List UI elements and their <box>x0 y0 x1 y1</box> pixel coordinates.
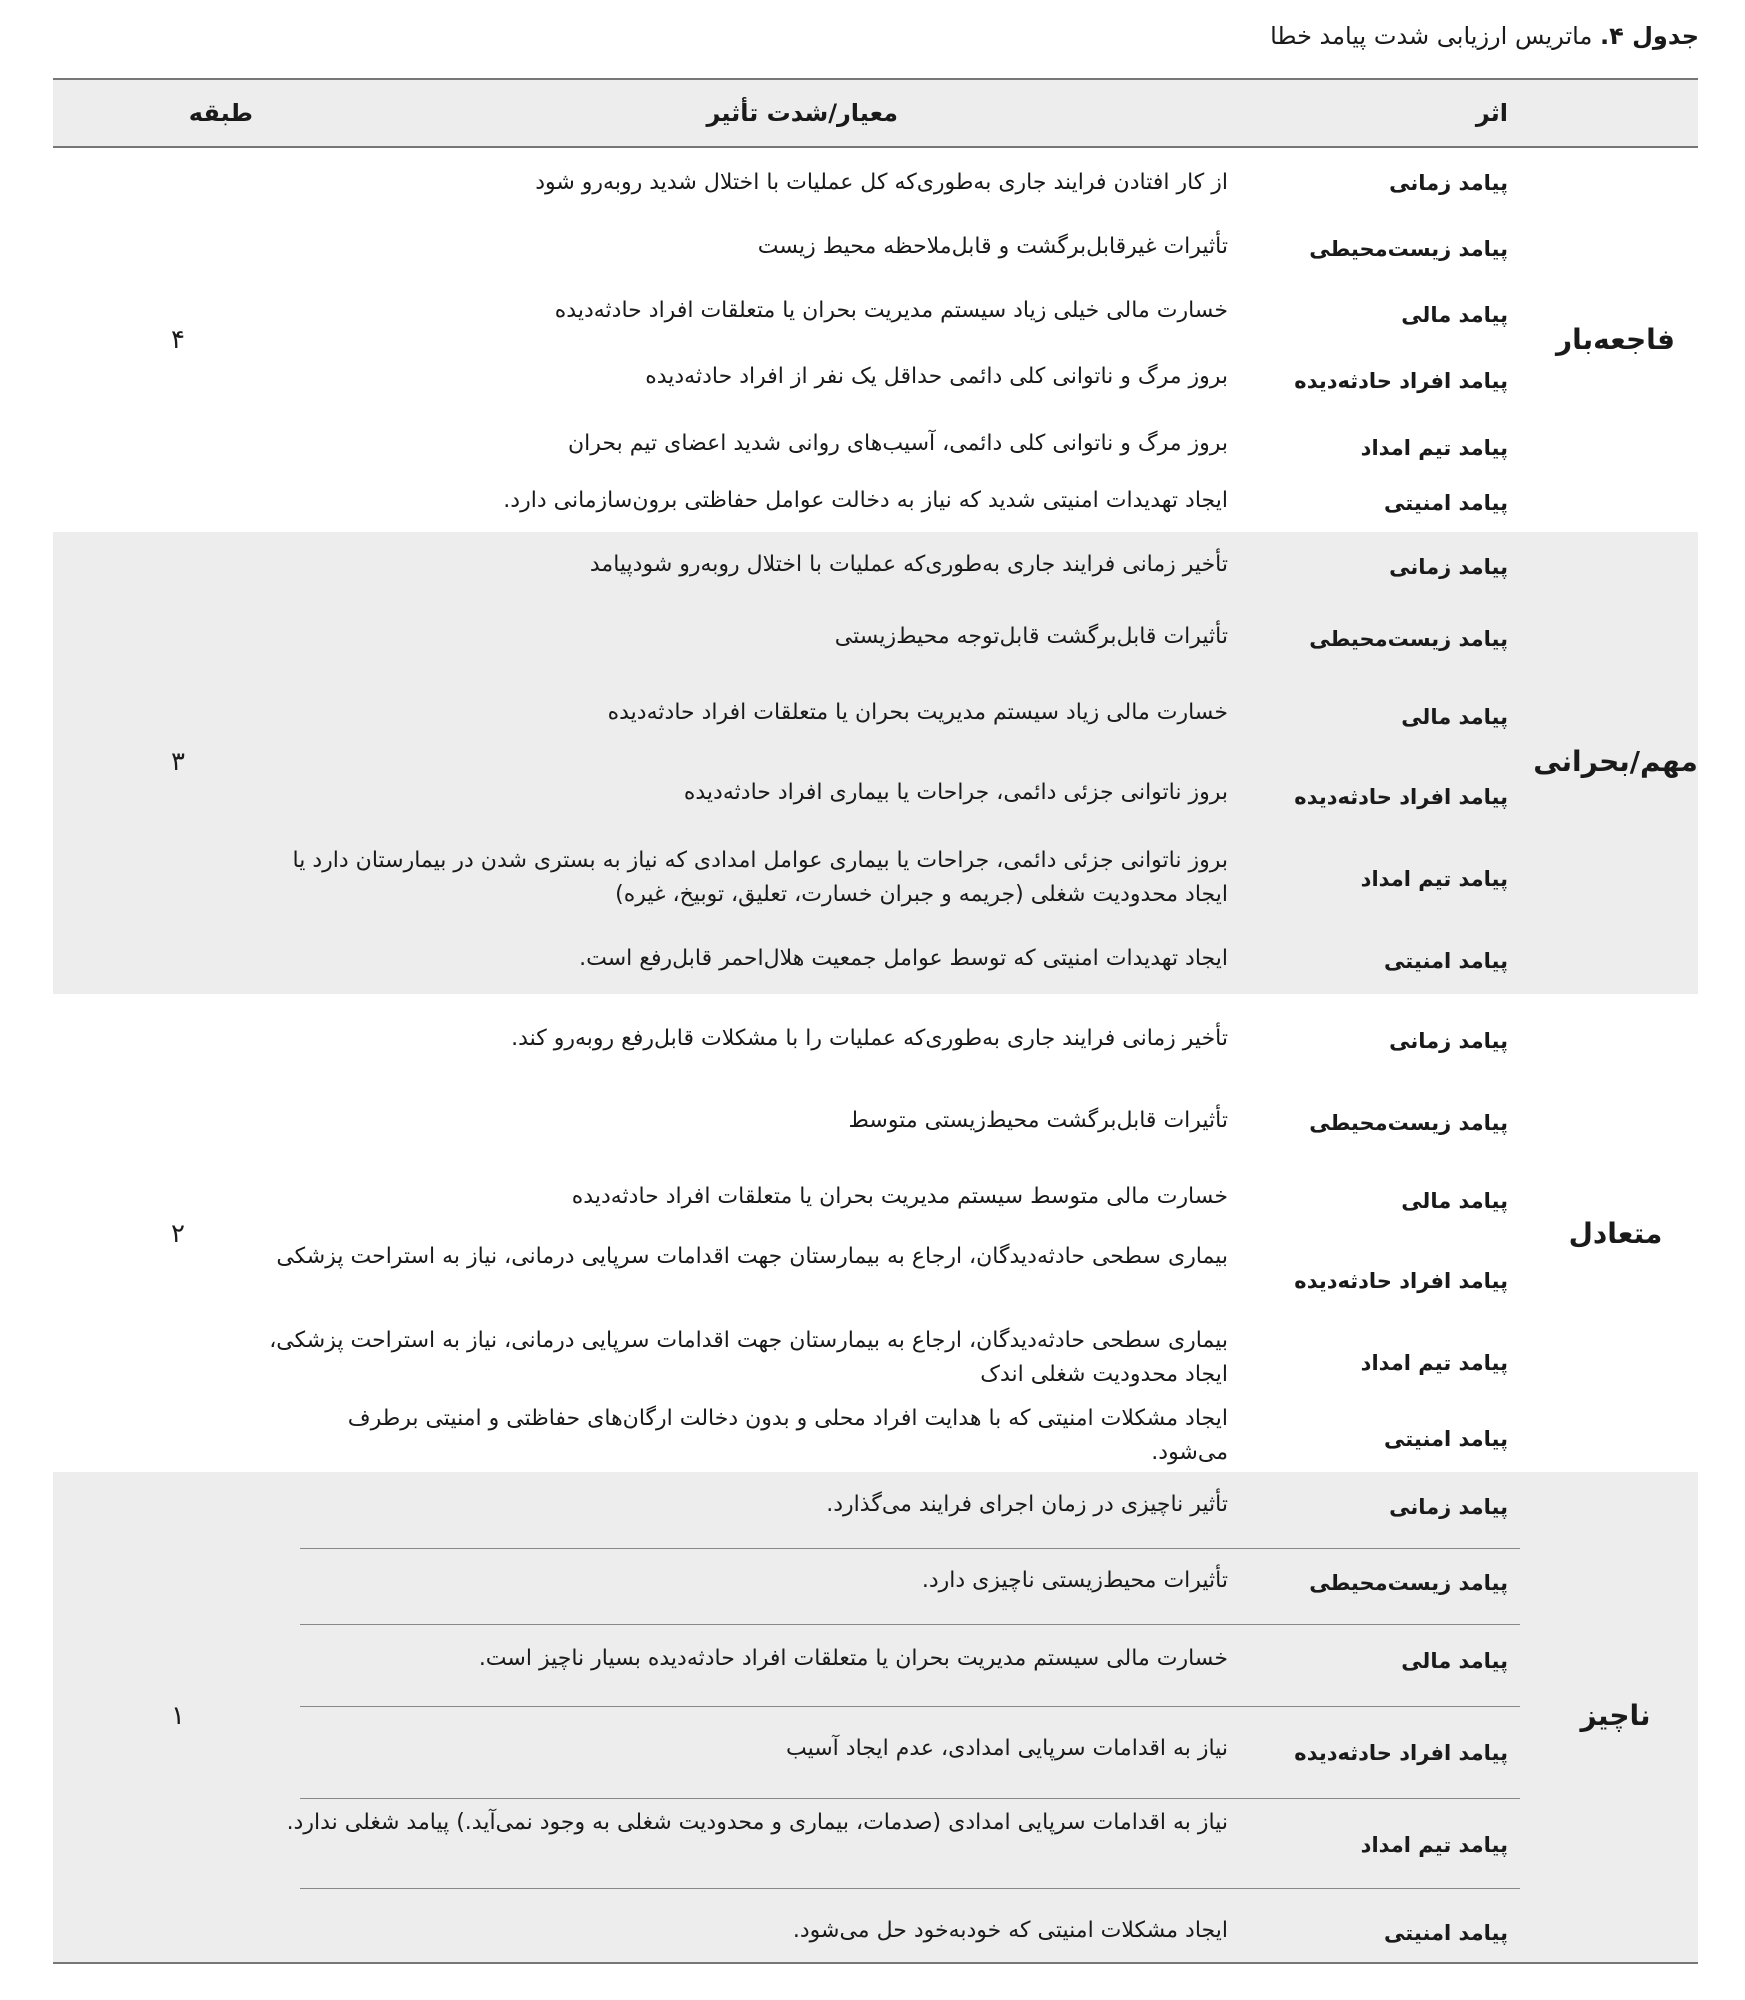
row-divider <box>300 1548 1520 1549</box>
row-divider <box>300 1706 1520 1707</box>
criteria-text: بروز مرگ و ناتوانی کلی دائمی حداقل یک نفر از افراد حادثه‌دیده <box>645 364 1228 389</box>
criteria-text: ایجاد تهدیدات امنیتی شدید که نیاز به دخالت عوامل حفاظتی برون‌سازمانی دارد. <box>503 488 1228 513</box>
header-class: طبقه <box>188 99 253 127</box>
criteria-text: تأثیر ناچیزی در زمان اجرای فرایند می‌گذارد. <box>826 1492 1228 1517</box>
effect-label: پیامد افراد حادثه‌دیده <box>1294 1741 1508 1765</box>
effect-label: پیامد افراد حادثه‌دیده <box>1294 1269 1508 1293</box>
caption-title: ماتریس ارزیابی شدت پیامد خطا <box>1270 22 1593 50</box>
effect-label: پیامد مالی <box>1401 1649 1508 1673</box>
level-group-moderate <box>53 994 1698 1472</box>
level-class: ۲ <box>171 1219 185 1249</box>
effect-label: پیامد امنیتی <box>1384 1921 1508 1945</box>
criteria-text: تأثیرات محیط‌زیستی ناچیزی دارد. <box>921 1568 1228 1593</box>
effect-label: پیامد تیم امداد <box>1360 436 1508 460</box>
effect-label: پیامد امنیتی <box>1384 949 1508 973</box>
criteria-text: خسارت مالی سیستم مدیریت بحران یا متعلقات افراد حادثه‌دیده بسیار ناچیز است. <box>478 1646 1228 1671</box>
criteria-text: نیاز به اقدامات سرپایی امدادی (صدمات، بیماری و محدودیت شغلی به وجود نمی‌آید.) پیامد شغلی ندارد. <box>286 1810 1228 1835</box>
effect-label: پیامد زیست‌محیطی <box>1309 1111 1508 1135</box>
criteria-text: نیاز به اقدامات سرپایی امدادی، عدم ایجاد آسیب <box>786 1736 1228 1761</box>
effect-label: پیامد امنیتی <box>1384 491 1508 515</box>
effect-label: پیامد زیست‌محیطی <box>1309 1571 1508 1595</box>
effect-label: پیامد مالی <box>1401 1189 1508 1213</box>
level-class: ۴ <box>171 325 185 355</box>
level-name: متعادل <box>1568 1217 1663 1250</box>
criteria-text: ایجاد مشکلات امنیتی که با هدایت افراد محلی و بدون دخالت ارگان‌های حفاظتی و امنیتی برطرف می‌شود. <box>347 1406 1228 1465</box>
level-group-critical <box>53 532 1698 994</box>
level-negligible-rows <box>53 1548 1698 1962</box>
effect-label: پیامد زمانی <box>1389 1029 1508 1053</box>
criteria-text: تأثیرات قابل‌برگشت قابل‌توجه محیط‌زیستی <box>834 624 1228 649</box>
level-name: مهم/بحرانی <box>1533 745 1698 778</box>
row-divider <box>300 1888 1520 1889</box>
effect-label: پیامد زمانی <box>1389 171 1508 195</box>
effect-label: پیامد تیم امداد <box>1360 1351 1508 1375</box>
criteria-text: تأثیرات غیرقابل‌برگشت و قابل‌ملاحظه محیط زیست <box>757 234 1228 259</box>
header-criteria: معیار/شدت تأثیر <box>706 99 898 127</box>
effect-label: پیامد امنیتی <box>1384 1427 1508 1451</box>
effect-label: پیامد مالی <box>1401 705 1508 729</box>
criteria-text: بروز ناتوانی جزئی دائمی، جراحات یا بیماری عوامل امدادی که نیاز به بستری شدن در بیمارستان دارد یا ایجاد محدودیت شغلی (جریمه و جبران خسارت، تعلیق، توبیخ، غیره) <box>292 848 1228 907</box>
effect-label: پیامد مالی <box>1401 303 1508 327</box>
effect-label: پیامد زمانی <box>1389 1495 1508 1519</box>
effect-label: پیامد افراد حادثه‌دیده <box>1294 369 1508 393</box>
criteria-text: خسارت مالی متوسط سیستم مدیریت بحران یا متعلقات افراد حادثه‌دیده <box>571 1184 1228 1209</box>
criteria-text: از کار افتادن فرایند جاری به‌طوری‌که کل عملیات با اختلال شدید روبه‌رو شود <box>535 170 1228 195</box>
effect-label: پیامد تیم امداد <box>1360 1833 1508 1857</box>
level-name: فاجعه‌بار <box>1556 323 1675 356</box>
row-divider <box>300 1624 1520 1625</box>
table-bottom-rule <box>53 1962 1698 1964</box>
criteria-text: تأخیر زمانی فرایند جاری به‌طوری‌که عملیات با اختلال روبه‌رو شودپیامد <box>589 552 1228 577</box>
effect-label: پیامد تیم امداد <box>1360 867 1508 891</box>
criteria-text: تأثیرات قابل‌برگشت محیط‌زیستی متوسط <box>848 1108 1228 1133</box>
table-caption <box>1270 14 1699 58</box>
criteria-text: تأخیر زمانی فرایند جاری به‌طوری‌که عملیات را با مشکلات قابل‌رفع روبه‌رو کند. <box>511 1026 1228 1051</box>
table-header <box>53 78 1698 148</box>
effect-label: پیامد زیست‌محیطی <box>1309 627 1508 651</box>
caption-label: جدول ۴. <box>1599 22 1699 50</box>
row-divider <box>300 1798 1520 1799</box>
level-class: ۳ <box>171 747 185 777</box>
level-class: ۱ <box>171 1701 185 1731</box>
criteria-text: بیماری سطحی حادثه‌دیدگان، ارجاع به بیمارستان جهت اقدامات سرپایی درمانی، نیاز به استراحت پزشکی، ایجاد محدودیت شغلی اندک <box>269 1328 1228 1387</box>
header-effect: اثر <box>1475 99 1508 127</box>
level-group-catastrophic <box>53 150 1698 532</box>
criteria-text: بیماری سطحی حادثه‌دیدگان، ارجاع به بیمارستان جهت اقدامات سرپایی درمانی، نیاز به استراحت پزشکی <box>276 1244 1228 1269</box>
criteria-text: ایجاد مشکلات امنیتی که خودبه‌خود حل می‌شود. <box>792 1918 1228 1943</box>
criteria-text: خسارت مالی زیاد سیستم مدیریت بحران یا متعلقات افراد حادثه‌دیده <box>607 700 1228 725</box>
effect-label: پیامد افراد حادثه‌دیده <box>1294 785 1508 809</box>
effect-label: پیامد زمانی <box>1389 555 1508 579</box>
criteria-text: ایجاد تهدیدات امنیتی که توسط عوامل جمعیت هلال‌احمر قابل‌رفع است. <box>579 946 1228 971</box>
criteria-text: خسارت مالی خیلی زیاد سیستم مدیریت بحران یا متعلقات افراد حادثه‌دیده <box>554 298 1228 323</box>
effect-label: پیامد زیست‌محیطی <box>1309 237 1508 261</box>
criteria-text: بروز مرگ و ناتوانی کلی دائمی، آسیب‌های روانی شدید اعضای تیم بحران <box>568 431 1228 456</box>
level-name: ناچیز <box>1580 1699 1651 1732</box>
criteria-text: بروز ناتوانی جزئی دائمی، جراحات یا بیماری افراد حادثه‌دیده <box>683 780 1228 805</box>
